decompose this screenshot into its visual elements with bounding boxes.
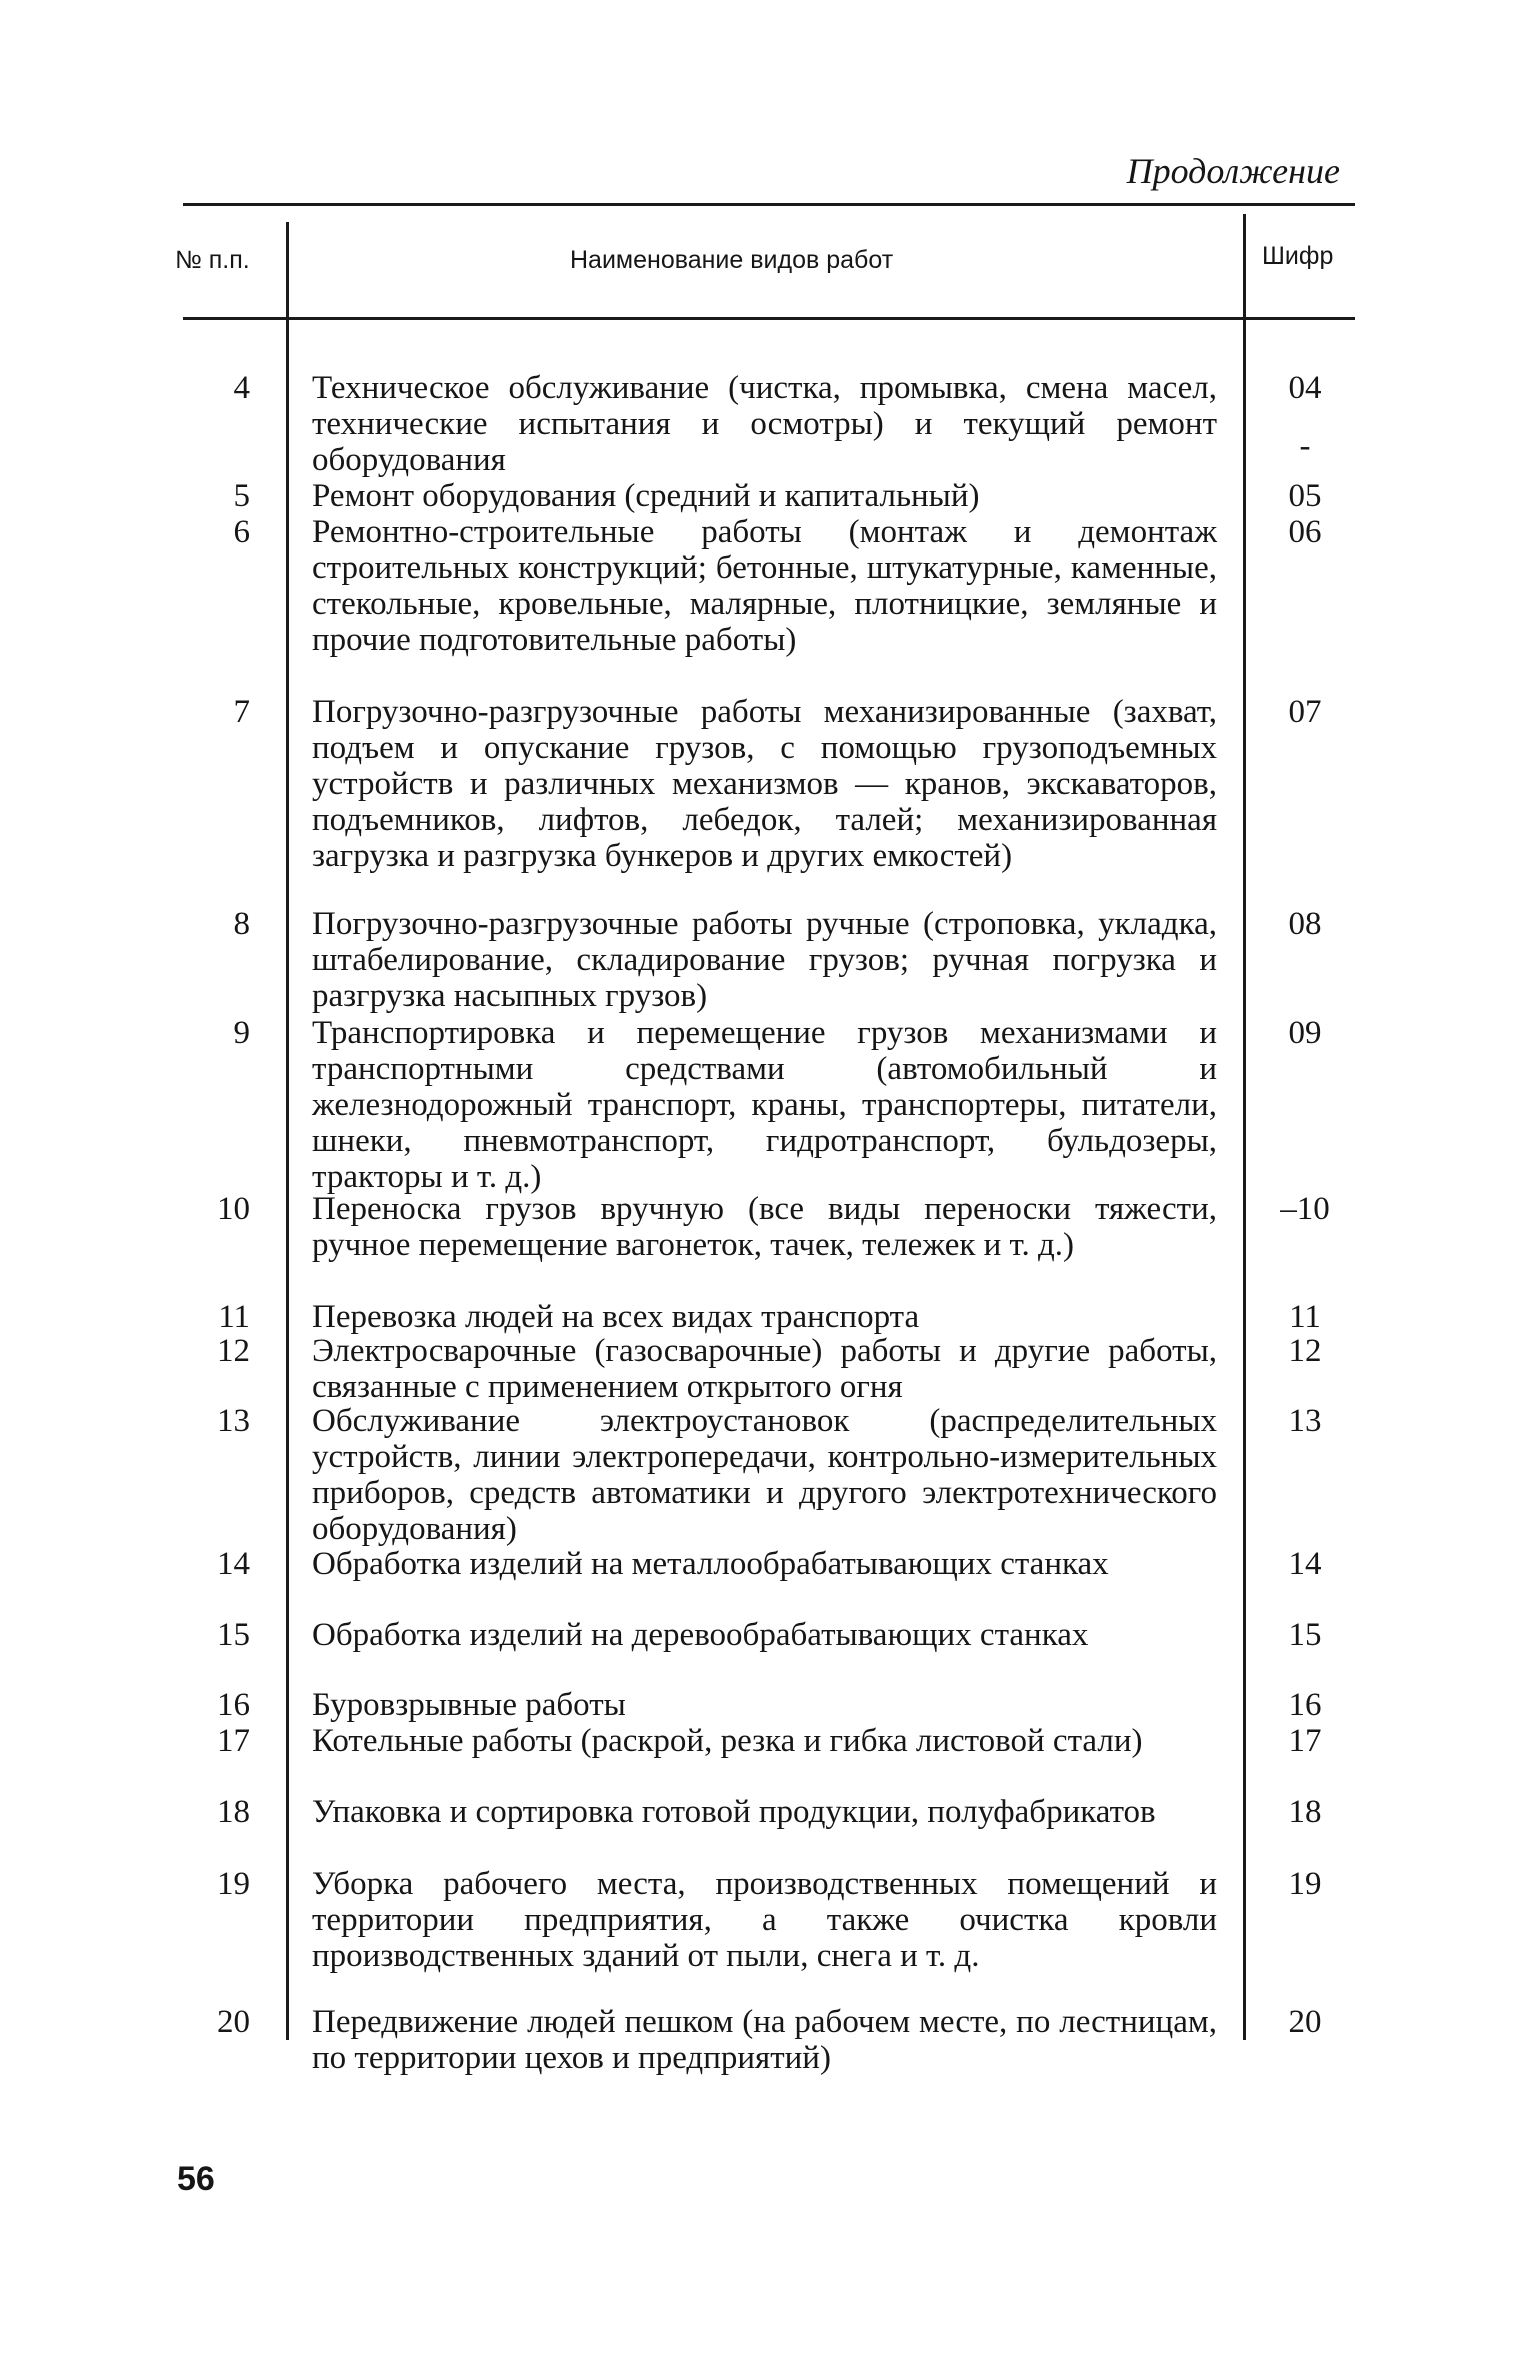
row-number: 15 (217, 1617, 250, 1653)
row-number: 8 (233, 906, 250, 942)
row-description: Транспортировка и перемещение грузов механизмами и транспортными средствами (автомобильный и железнодорожный транспорт, краны, транспортеры, питатели, шнеки, пневмотранспорт, гидротранспорт, бульдозеры, тракторы и т. д.) (312, 1015, 1217, 1195)
row-code: 06 (1288, 514, 1322, 550)
row-description: Перевозка людей на всех видах транспорта (312, 1299, 920, 1335)
row-code: 20 (1288, 2004, 1322, 2040)
row-description: Техническое обслуживание (чистка, промывка, смена масел, технические испытания и осмотры) и текущий ремонт оборудования (312, 370, 1217, 478)
row-description: Ремонтно-строительные работы (монтаж и демонтаж строительных конструкций; бетонные, штукатурные, каменные, стекольные, кровельные, малярные, плотницкие, земляные и прочие подготовительные работы) (312, 514, 1217, 658)
row-code: 05 (1288, 478, 1322, 514)
header-name: Наименование видов работ (570, 246, 894, 274)
row-description: Котельные работы (раскрой, резка и гибка листовой стали) (312, 1723, 1143, 1759)
page-number: 56 (177, 2160, 215, 2198)
row-number: 12 (217, 1333, 250, 1369)
row-number: 10 (217, 1191, 250, 1227)
row-description: Электросварочные (газосварочные) работы и другие работы, связанные с применением открытого огня (312, 1333, 1217, 1405)
row-description: Уборка рабочего места, производственных помещений и территории предприятия, а также очистка кровли производственных зданий от пыли, снега и т. д. (312, 1866, 1217, 1974)
row-code: 19 (1288, 1866, 1322, 1902)
table-top-rule (183, 203, 1355, 206)
row-description: Переноска грузов вручную (все виды переноски тяжести, ручное перемещение вагонеток, тачек, тележек и т. д.) (312, 1191, 1217, 1263)
row-number: 20 (217, 2004, 250, 2040)
row-code: 07 (1288, 694, 1322, 730)
row-number: 9 (233, 1015, 250, 1051)
row-code: 18 (1288, 1794, 1322, 1830)
table-header-rule (183, 317, 1355, 320)
row-description: Упаковка и сортировка готовой продукции, полуфабрикатов (312, 1794, 1156, 1830)
row-description: Погрузочно-разгрузочные работы ручные (строповка, укладка, штабелирование, складирование грузов; ручная погрузка и разгрузка насыпных грузов) (312, 906, 1217, 1014)
header-num: № п.п. (175, 246, 250, 274)
row-code: 16 (1288, 1687, 1322, 1723)
row-code: 14 (1288, 1546, 1322, 1582)
row-number: 6 (233, 514, 250, 550)
row-code: 12 (1288, 1333, 1322, 1369)
row-number: 16 (217, 1687, 250, 1723)
row-description: Ремонт оборудования (средний и капитальный) (312, 478, 980, 514)
row-code: 13 (1288, 1403, 1322, 1439)
row-number: 5 (233, 478, 250, 514)
row-number: 4 (233, 370, 250, 406)
row-code: 17 (1288, 1723, 1322, 1759)
row-code-mark: - (1299, 428, 1311, 464)
row-description: Погрузочно-разгрузочные работы механизированные (захват, подъем и опускание грузов, с помощью грузоподъемных устройств и различных механизмов — кранов, экскаваторов, подъемников, лифтов, лебедок, талей; механизированная загрузка и разгрузка бункеров и других емкостей) (312, 694, 1217, 874)
row-number: 17 (217, 1723, 250, 1759)
row-code: 08 (1288, 906, 1322, 942)
row-code: 09 (1288, 1015, 1322, 1051)
row-code: 11 (1289, 1299, 1321, 1335)
row-code: –10 (1280, 1191, 1330, 1227)
row-code: 15 (1288, 1617, 1322, 1653)
column-divider-left (286, 222, 289, 2040)
row-description: Обслуживание электроустановок (распределительных устройств, линии электропередачи, контрольно-измерительных приборов, средств автоматики и другого электротехнического оборудования) (312, 1403, 1217, 1547)
row-number: 11 (218, 1299, 250, 1335)
row-number: 14 (217, 1546, 250, 1582)
row-description: Передвижение людей пешком (на рабочем месте, по лестницам, по территории цехов и предприятий) (312, 2004, 1217, 2076)
column-divider-right (1243, 214, 1246, 2040)
row-description: Обработка изделий на металлообрабатывающих станках (312, 1546, 1109, 1582)
header-code: Шифр (1262, 242, 1334, 270)
row-description: Буровзрывные работы (312, 1687, 626, 1723)
row-number: 7 (233, 694, 250, 730)
row-code: 04 (1288, 370, 1322, 406)
row-description: Обработка изделий на деревообрабатывающих станках (312, 1617, 1089, 1653)
row-number: 13 (217, 1403, 250, 1439)
continued-label: Продолжение (1126, 151, 1340, 191)
row-number: 18 (217, 1794, 250, 1830)
row-number: 19 (217, 1866, 250, 1902)
